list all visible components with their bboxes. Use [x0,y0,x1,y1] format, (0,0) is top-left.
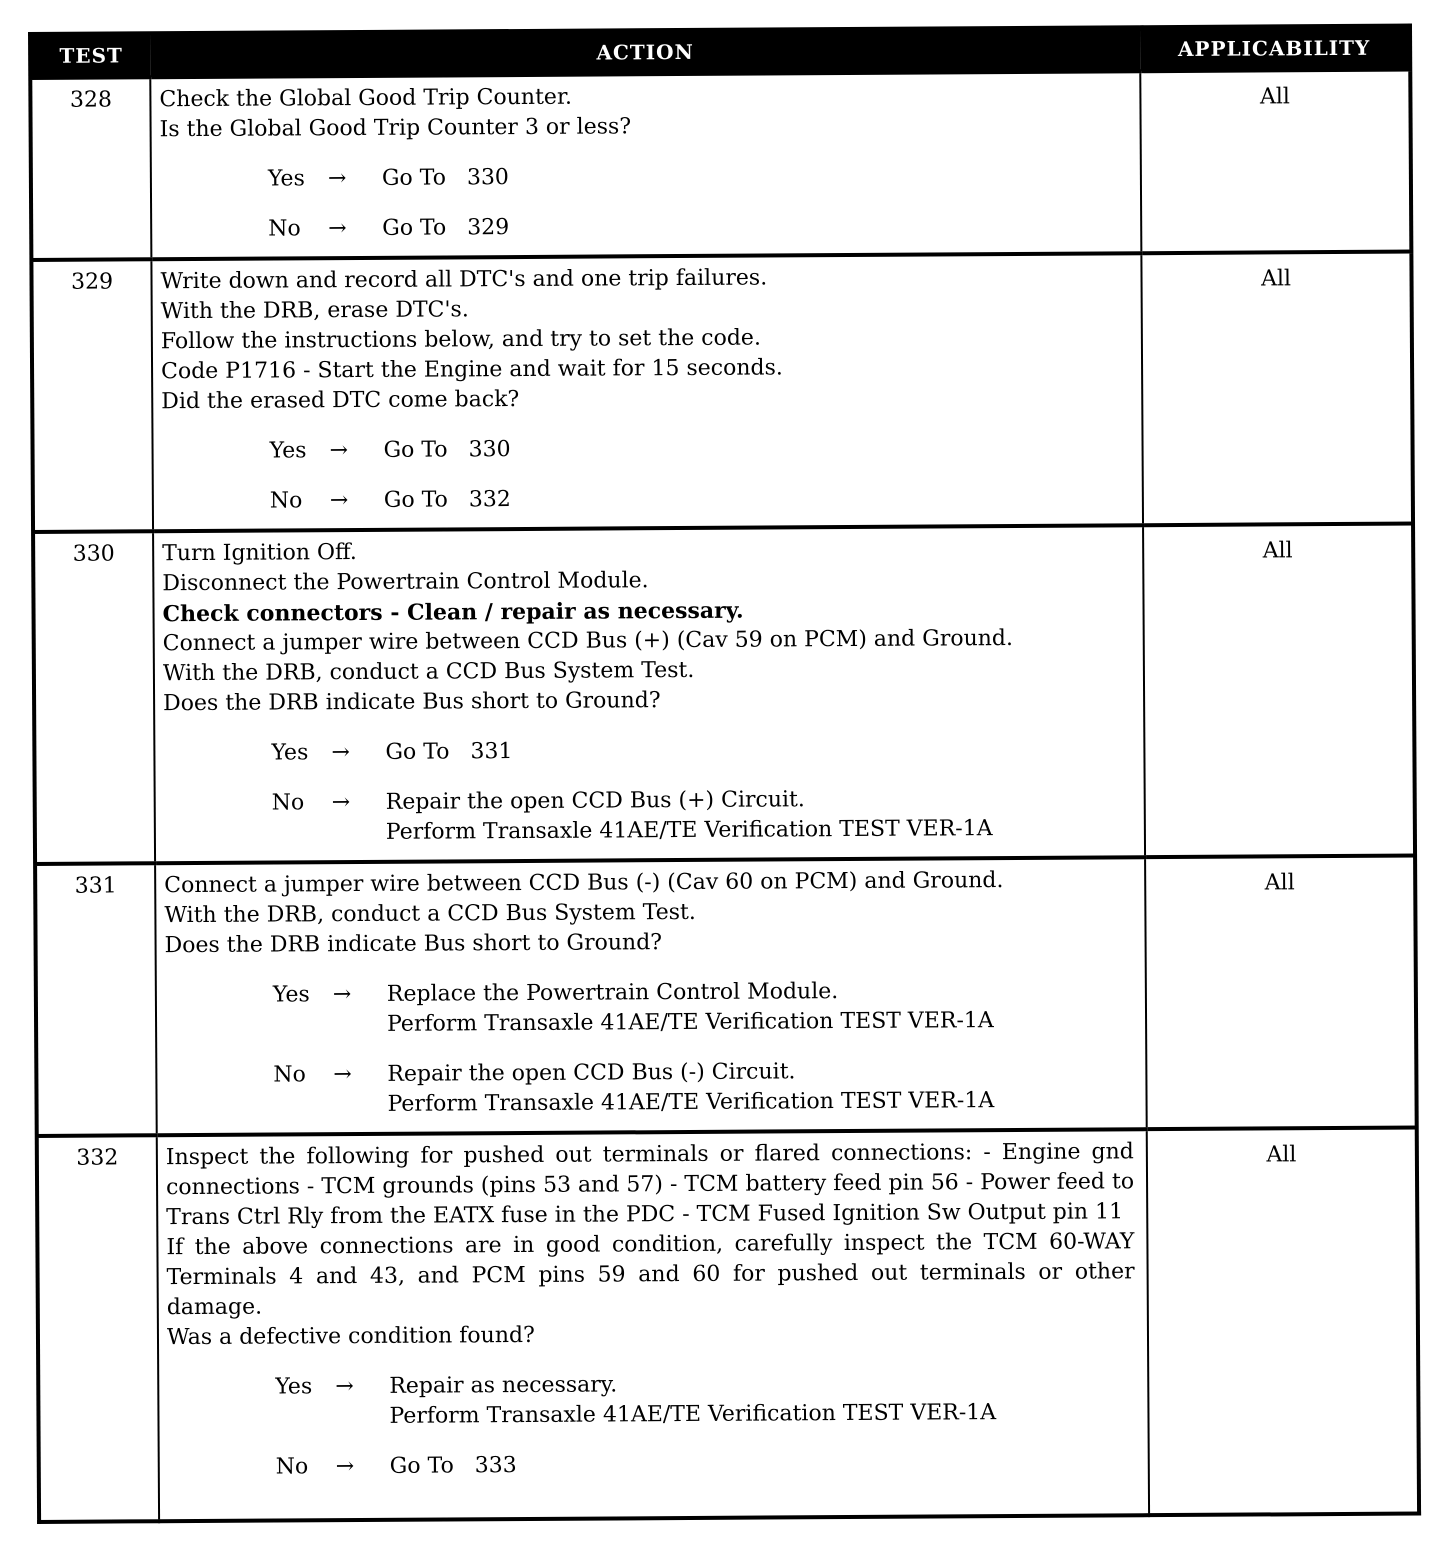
no-label: No [273,1062,306,1088]
action-cell [157,1129,1149,1521]
no-text: Repair the open CCD Bus (+) Circuit. [385,787,805,815]
no-destination [384,485,511,516]
yes-label: Yes [275,1374,313,1400]
yes-branch [271,733,1131,768]
yes-destination [387,976,994,1040]
no-branch [268,209,1128,244]
no-destination [386,784,993,848]
no-branch [276,1447,1136,1482]
action-line: Turn Ignition Off. [162,540,357,567]
applicability-cell: All [1143,524,1415,858]
action-paragraph: If the above connections are in good condition, carefully inspect the TCM 60-WAY Terminals 4 and 43, and PCM pins 59 and 60 for pushed out terminals or other damage. [166,1229,1135,1321]
action-line: Code P1716 - Start the Engine and wait for 15 seconds. [161,355,783,385]
yes-label: Yes [267,166,305,192]
no-branch [273,1055,1133,1120]
yes-destination [383,435,510,466]
yes-branch [269,431,1129,466]
yes-destination [389,1368,996,1432]
header-test: TEST [30,33,150,78]
yes-text: Perform Transaxle 41AE/TE Verification TEST VER-1A [389,1400,997,1429]
applicability-cell: All [1145,856,1417,1130]
arrow-icon: → [328,216,347,242]
applicability-cell: All [1140,70,1411,254]
yes-text: Go To 330 [381,165,509,191]
action-paragraph: Inspect the following for pushed out terminals or flared connections: - Engine gnd connections - TCM grounds (pins 53 and 57) - TCM battery feed pin 56 - Power feed to Trans Ctrl Rly from the EATX fuse in the PDC - TCM Fused Ignition Sw Output pin 11 [165,1139,1135,1231]
table-row-332 [37,1128,1419,1522]
yes-text: Repair as necessary. [389,1372,618,1399]
action-line: Follow the instructions below, and try to set the code. [160,325,761,355]
action-line: Does the DRB indicate Bus short to Ground? [164,930,663,959]
no-destination [382,213,509,244]
action-line: Disconnect the Powertrain Control Module. [162,568,649,597]
arrow-icon: → [335,1454,355,1480]
no-text: Repair the open CCD Bus (-) Circuit. [387,1059,796,1087]
arrow-icon: → [329,488,349,514]
test-number: 332 [37,1135,159,1522]
yes-destination [385,737,512,768]
test-number: 328 [30,77,151,260]
no-label: No [268,216,301,242]
no-label: No [271,790,305,816]
test-number: 329 [31,259,153,532]
action-line: Check the Global Good Trip Counter. [159,84,573,113]
action-cell [155,857,1147,1135]
arrow-icon: → [332,982,352,1008]
no-text: Perform Transaxle 41AE/TE Verification TEST VER-1A [385,816,993,845]
table-row-331 [35,856,1417,1136]
header-applicability: APPLICABILITY [1140,26,1410,72]
action-line: Is the Global Good Trip Counter 3 or less? [159,114,632,143]
action-line: With the DRB, erase DTC's. [160,297,469,325]
no-label: No [269,488,303,514]
yes-label: Yes [271,740,309,766]
arrow-icon: → [329,438,349,464]
diagnostic-table [28,24,1421,1524]
yes-text: Go To 330 [383,437,511,463]
no-text: Go To 329 [382,215,510,241]
no-label: No [275,1454,309,1480]
yes-branch [275,1367,1135,1432]
action-line: With the DRB, conduct a CCD Bus System Test. [162,657,695,687]
arrow-icon: → [331,790,351,816]
applicability-cell: All [1141,252,1413,526]
no-destination [390,1451,517,1482]
no-branch [270,481,1130,516]
action-line: Did the erased DTC come back? [161,387,520,415]
yes-label: Yes [269,438,307,464]
table-row-330 [33,524,1415,864]
header-action: ACTION [150,27,1140,77]
test-number: 330 [33,531,155,864]
action-cell [150,71,1141,259]
yes-branch [273,975,1133,1040]
action-line: With the DRB, conduct a CCD Bus System Test. [164,899,696,929]
yes-text: Go To 331 [385,739,513,765]
table-row-329 [31,252,1413,532]
no-text: Go To 333 [389,1453,517,1479]
yes-destination [382,163,509,194]
test-number: 331 [35,863,157,1136]
diagnostic-page [28,24,1417,1524]
no-text: Perform Transaxle 41AE/TE Verification TEST VER-1A [387,1088,995,1117]
action-cell [153,525,1145,863]
arrow-icon: → [327,166,347,192]
arrow-icon: → [333,1062,352,1088]
arrow-icon: → [335,1374,354,1400]
action-line: Connect a jumper wire between CCD Bus (+) (Cav 59 on PCM) and Ground. [162,625,1014,657]
yes-branch [268,159,1128,194]
action-line-emphasis: Check connectors - Clean / repair as necessary. [162,597,744,628]
no-text: Go To 332 [383,487,511,513]
no-branch [272,783,1132,848]
action-line: Write down and record all DTC's and one trip failures. [160,265,768,295]
yes-text: Replace the Powertrain Control Module. [386,979,839,1007]
action-cell [151,253,1143,531]
action-line: Does the DRB indicate Bus short to Ground? [163,688,661,717]
yes-label: Yes [272,982,310,1008]
action-line: Connect a jumper wire between CCD Bus (-) (Cav 60 on PCM) and Ground. [164,868,1004,899]
arrow-icon: → [331,740,350,766]
applicability-cell: All [1147,1128,1419,1516]
no-destination [387,1056,994,1120]
action-line: Was a defective condition found? [166,1322,535,1351]
yes-text: Perform Transaxle 41AE/TE Verification TEST VER-1A [386,1008,994,1037]
table-row-328 [30,70,1411,260]
